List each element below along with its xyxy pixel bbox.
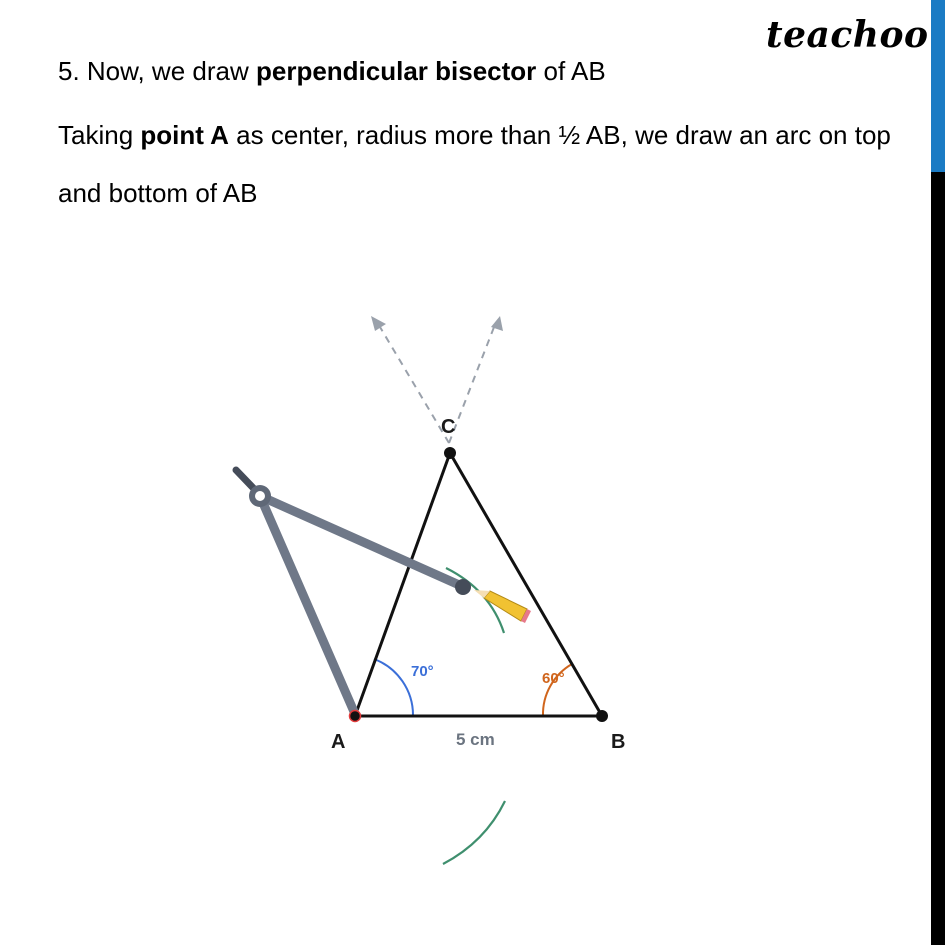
step-bold: perpendicular bisector — [255, 56, 537, 86]
triangle-abc — [355, 453, 602, 716]
point-c-marker — [444, 447, 456, 459]
step-suffix: of AB — [536, 56, 606, 86]
compass-icon — [236, 470, 531, 714]
point-b-marker — [596, 710, 608, 722]
angle-a-label: 70° — [411, 663, 434, 680]
lower-arc — [443, 801, 505, 864]
point-b-label: B — [611, 731, 626, 753]
instruction-part2: as center, radius more than ½ AB, we draw an arc on top and bottom of AB — [58, 120, 891, 208]
arrowhead-left-icon — [371, 316, 386, 331]
side-bar-accent — [931, 0, 945, 172]
base-length-label: 5 cm — [456, 730, 495, 749]
point-c-label: C — [441, 416, 456, 438]
point-a-marker — [350, 711, 361, 722]
dashed-guide-lines — [377, 322, 496, 443]
step-prefix: 5. Now, we draw — [58, 56, 256, 86]
instruction-part1: Taking — [58, 120, 141, 150]
angle-arc-a — [374, 659, 413, 716]
point-a-label: A — [331, 731, 346, 753]
instruction-bold: point A — [140, 120, 229, 150]
side-bar — [931, 0, 945, 945]
angle-b-label: 60° — [542, 670, 565, 687]
brand-logo: teachoo — [766, 14, 929, 56]
